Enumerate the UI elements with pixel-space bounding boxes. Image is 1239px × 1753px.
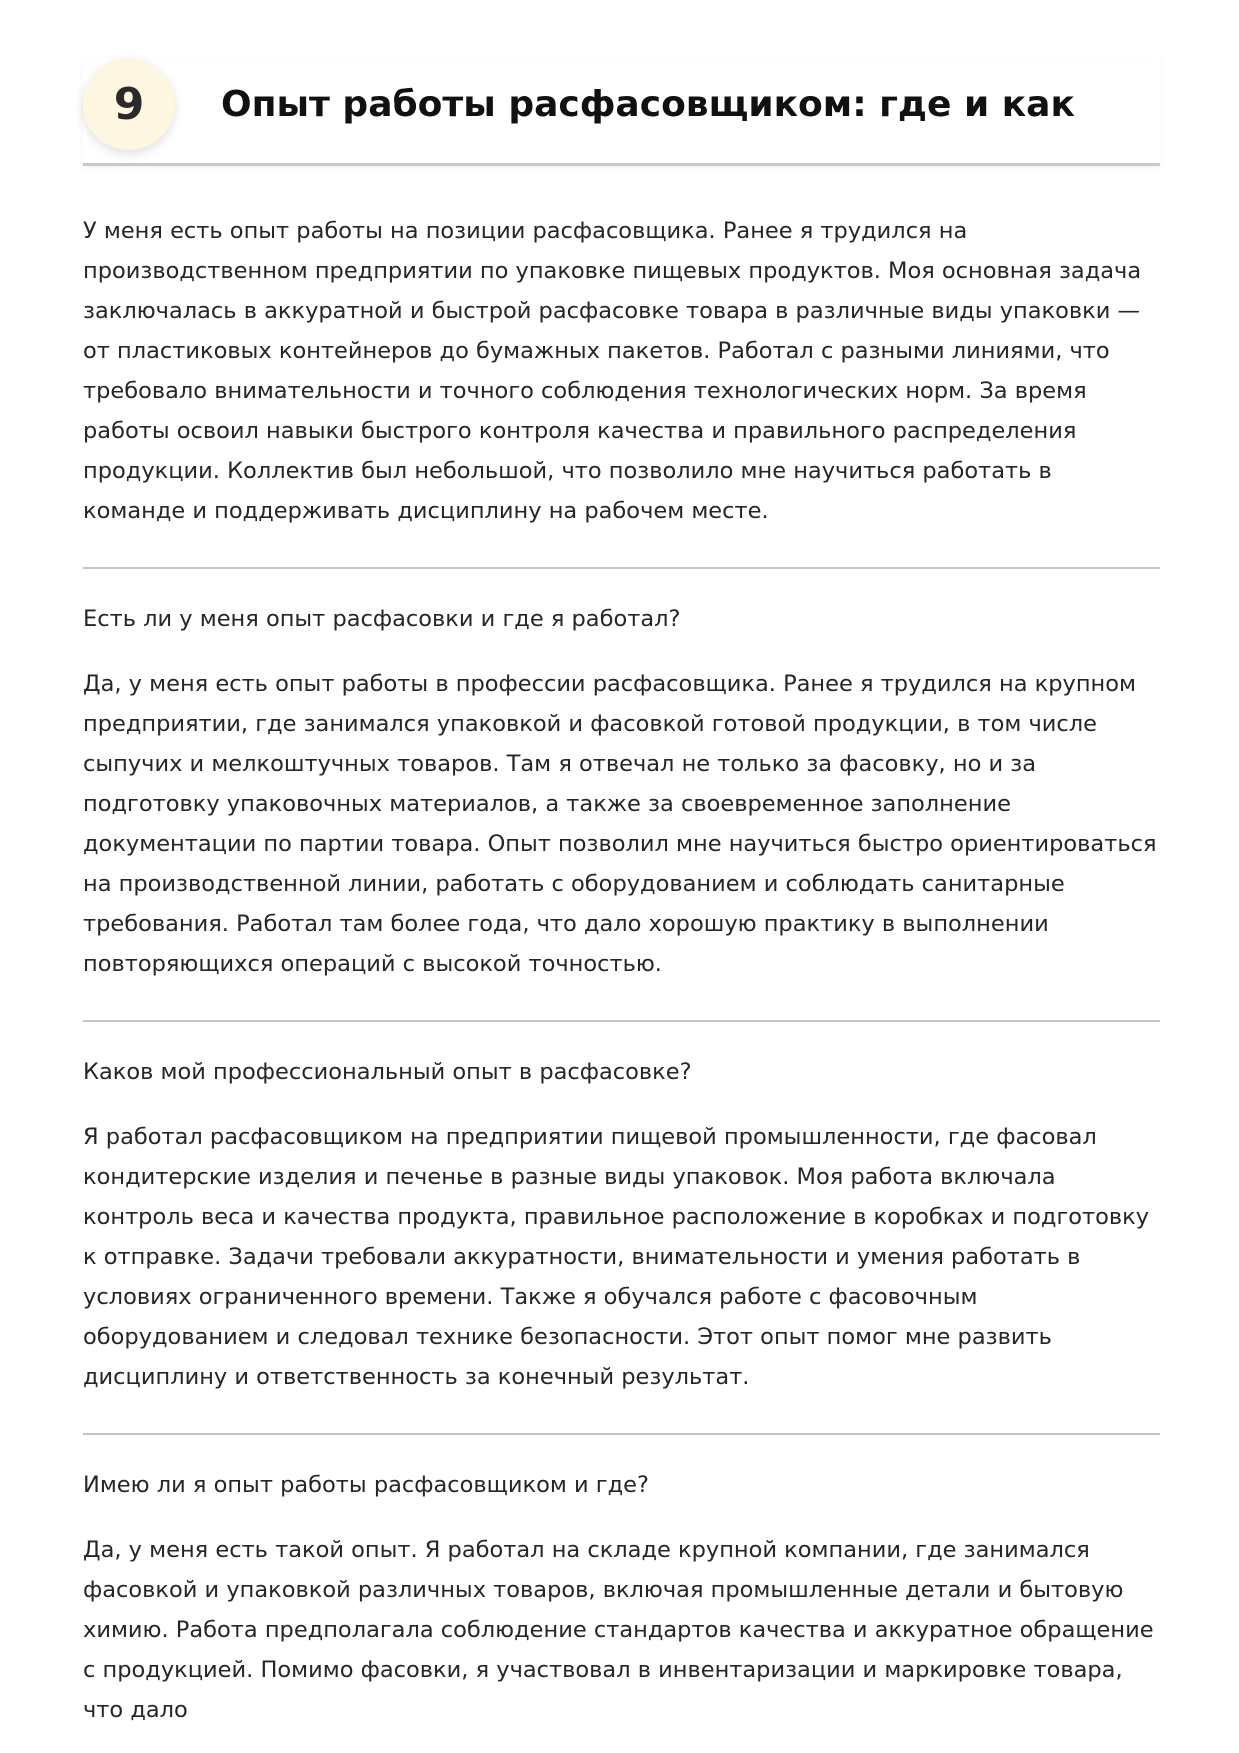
faq-item [83,1052,1160,1397]
faq-question: Имею ли я опыт работы расфасовщиком и где? [83,1472,649,1498]
faq-item [83,1465,1160,1730]
section-title: Опыт работы расфасовщиком: где и как [221,84,1075,125]
faq-question: Есть ли у меня опыт расфасовки и где я работал? [83,606,681,632]
section-header [83,58,1160,166]
intro-paragraph: У меня есть опыт работы на позиции расфасовщика. Ранее я трудился на производственном предприятии по упаковке пищевых продуктов. Моя основная задача заключалась в аккуратной и быстрой расфасовке товара в различные виды упаковки — от пластиковых контейнеров до бумажных пакетов. Работал с разными линиями, что требовало внимательности и точного соблюдения технологических норм. За время работы освоил навыки быстрого контроля качества и правильного распределения продукции. Коллектив был небольшой, что позволило мне научиться работать в команде и поддерживать дисциплину на рабочем месте. [83,218,1142,524]
article [83,58,1160,1730]
faq-answer: Да, у меня есть такой опыт. Я работал на складе крупной компании, где занимался фасовкой и упаковкой различных товаров, включая промышленные детали и бытовую химию. Работа предполагала соблюдение стандартов качества и аккуратное обращение с продукцией. Помимо фасовки, я участвовал в инвентаризации и маркировке товара, что дало [83,1537,1154,1723]
faq-answer: Я работал расфасовщиком на предприятии пищевой промышленности, где фасовал кондитерские изделия и печенье в разные виды упаковок. Моя работа включала контроль веса и качества продукта, правильное расположение в коробках и подготовку к отправке. Задачи требовали аккуратности, внимательности и умения работать в условиях ограниченного времени. Также я обучался работе с фасовочным оборудованием и следовал технике безопасности. Этот опыт помог мне развить дисциплину и ответственность за конечный результат. [83,1124,1150,1390]
section-number-badge: 9 [83,58,175,150]
divider [83,1433,1160,1435]
divider [83,1020,1160,1022]
faq-item [83,599,1160,984]
faq-question: Каков мой профессиональный опыт в расфасовке? [83,1059,692,1085]
divider [83,567,1160,569]
faq-answer: Да, у меня есть опыт работы в профессии расфасовщика. Ранее я трудился на крупном предприятии, где занимался упаковкой и фасовкой готовой продукции, в том числе сыпучих и мелкоштучных товаров. Там я отвечал не только за фасовку, но и за подготовку упаковочных материалов, а также за своевременное заполнение документации по партии товара. Опыт позволил мне научиться быстро ориентироваться на производственной линии, работать с оборудованием и соблюдать санитарные требования. Работал там более года, что дало хорошую практику в выполнении повторяющихся операций с высокой точностью. [83,671,1157,977]
